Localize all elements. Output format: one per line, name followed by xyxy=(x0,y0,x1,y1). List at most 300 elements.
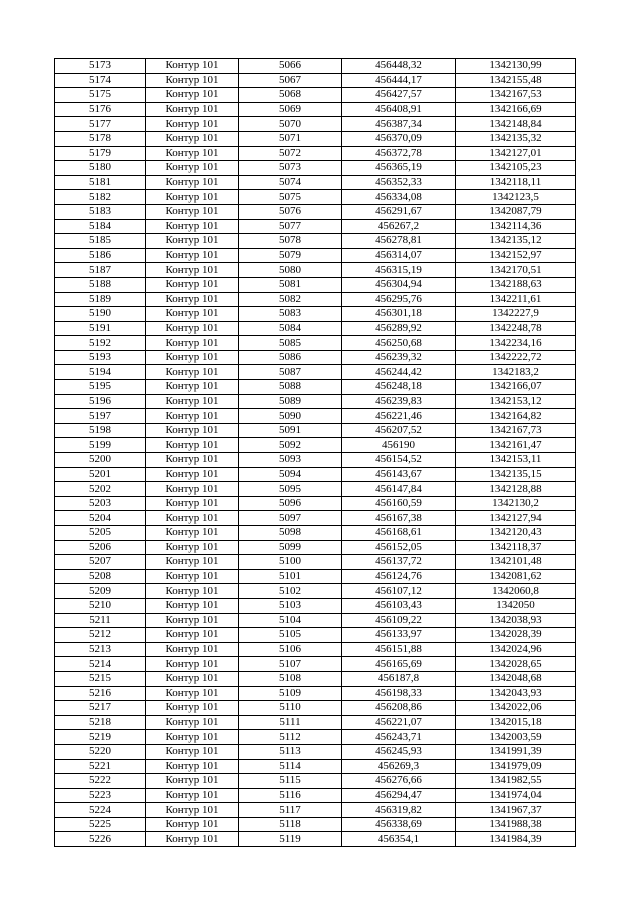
row-number-cell: 5205 xyxy=(55,526,146,541)
x-coordinate-cell: 456151,88 xyxy=(342,642,456,657)
row-number-cell: 5184 xyxy=(55,219,146,234)
x-coordinate-cell: 456304,94 xyxy=(342,277,456,292)
point-number-cell: 5070 xyxy=(239,117,342,132)
row-number-cell: 5202 xyxy=(55,482,146,497)
table-row xyxy=(55,584,576,599)
table-row xyxy=(55,161,576,176)
x-coordinate-cell: 456160,59 xyxy=(342,496,456,511)
row-number-cell: 5191 xyxy=(55,321,146,336)
table-row xyxy=(55,409,576,424)
row-number-cell: 5220 xyxy=(55,744,146,759)
x-coordinate-cell: 456427,57 xyxy=(342,88,456,103)
contour-name-cell: Контур 101 xyxy=(146,234,239,249)
y-coordinate-cell: 1341988,38 xyxy=(456,817,576,832)
x-coordinate-cell: 456190 xyxy=(342,438,456,453)
x-coordinate-cell: 456124,76 xyxy=(342,569,456,584)
table-row xyxy=(55,555,576,570)
contour-name-cell: Контур 101 xyxy=(146,686,239,701)
contour-name-cell: Контур 101 xyxy=(146,380,239,395)
point-number-cell: 5067 xyxy=(239,73,342,88)
row-number-cell: 5200 xyxy=(55,453,146,468)
y-coordinate-cell: 1342166,07 xyxy=(456,380,576,395)
contour-name-cell: Контур 101 xyxy=(146,671,239,686)
y-coordinate-cell: 1342164,82 xyxy=(456,409,576,424)
y-coordinate-cell: 1342022,06 xyxy=(456,701,576,716)
contour-name-cell: Контур 101 xyxy=(146,59,239,74)
table-row xyxy=(55,671,576,686)
row-number-cell: 5188 xyxy=(55,277,146,292)
x-coordinate-cell: 456334,08 xyxy=(342,190,456,205)
point-number-cell: 5075 xyxy=(239,190,342,205)
y-coordinate-cell: 1342114,36 xyxy=(456,219,576,234)
row-number-cell: 5224 xyxy=(55,803,146,818)
table-row xyxy=(55,321,576,336)
x-coordinate-cell: 456294,47 xyxy=(342,788,456,803)
contour-name-cell: Контур 101 xyxy=(146,598,239,613)
y-coordinate-cell: 1342222,72 xyxy=(456,350,576,365)
point-number-cell: 5108 xyxy=(239,671,342,686)
table-row xyxy=(55,175,576,190)
contour-name-cell: Контур 101 xyxy=(146,131,239,146)
table-row xyxy=(55,803,576,818)
y-coordinate-cell: 1342135,15 xyxy=(456,467,576,482)
contour-name-cell: Контур 101 xyxy=(146,263,239,278)
point-number-cell: 5084 xyxy=(239,321,342,336)
y-coordinate-cell: 1342234,16 xyxy=(456,336,576,351)
x-coordinate-cell: 456387,34 xyxy=(342,117,456,132)
row-number-cell: 5176 xyxy=(55,102,146,117)
row-number-cell: 5225 xyxy=(55,817,146,832)
contour-name-cell: Контур 101 xyxy=(146,117,239,132)
point-number-cell: 5114 xyxy=(239,759,342,774)
row-number-cell: 5174 xyxy=(55,73,146,88)
point-number-cell: 5078 xyxy=(239,234,342,249)
point-number-cell: 5104 xyxy=(239,613,342,628)
point-number-cell: 5095 xyxy=(239,482,342,497)
point-number-cell: 5093 xyxy=(239,453,342,468)
row-number-cell: 5180 xyxy=(55,161,146,176)
table-row xyxy=(55,73,576,88)
row-number-cell: 5222 xyxy=(55,774,146,789)
row-number-cell: 5198 xyxy=(55,423,146,438)
row-number-cell: 5195 xyxy=(55,380,146,395)
point-number-cell: 5089 xyxy=(239,394,342,409)
table-row xyxy=(55,190,576,205)
table-row xyxy=(55,263,576,278)
point-number-cell: 5077 xyxy=(239,219,342,234)
table-row xyxy=(55,423,576,438)
coordinates-table-body xyxy=(55,59,576,847)
x-coordinate-cell: 456208,86 xyxy=(342,701,456,716)
y-coordinate-cell: 1342167,73 xyxy=(456,423,576,438)
row-number-cell: 5206 xyxy=(55,540,146,555)
y-coordinate-cell: 1342153,12 xyxy=(456,394,576,409)
contour-name-cell: Контур 101 xyxy=(146,657,239,672)
table-row xyxy=(55,102,576,117)
table-row xyxy=(55,248,576,263)
point-number-cell: 5066 xyxy=(239,59,342,74)
row-number-cell: 5178 xyxy=(55,131,146,146)
x-coordinate-cell: 456147,84 xyxy=(342,482,456,497)
row-number-cell: 5218 xyxy=(55,715,146,730)
contour-name-cell: Контур 101 xyxy=(146,482,239,497)
x-coordinate-cell: 456278,81 xyxy=(342,234,456,249)
row-number-cell: 5207 xyxy=(55,555,146,570)
row-number-cell: 5208 xyxy=(55,569,146,584)
row-number-cell: 5201 xyxy=(55,467,146,482)
contour-name-cell: Контур 101 xyxy=(146,730,239,745)
x-coordinate-cell: 456291,67 xyxy=(342,204,456,219)
y-coordinate-cell: 1342161,47 xyxy=(456,438,576,453)
contour-name-cell: Контур 101 xyxy=(146,190,239,205)
x-coordinate-cell: 456289,92 xyxy=(342,321,456,336)
y-coordinate-cell: 1342118,37 xyxy=(456,540,576,555)
y-coordinate-cell: 1342130,99 xyxy=(456,59,576,74)
row-number-cell: 5183 xyxy=(55,204,146,219)
table-row xyxy=(55,642,576,657)
table-row xyxy=(55,540,576,555)
contour-name-cell: Контур 101 xyxy=(146,73,239,88)
y-coordinate-cell: 1342183,2 xyxy=(456,365,576,380)
x-coordinate-cell: 456243,71 xyxy=(342,730,456,745)
contour-name-cell: Контур 101 xyxy=(146,307,239,322)
table-row xyxy=(55,204,576,219)
contour-name-cell: Контур 101 xyxy=(146,277,239,292)
table-row xyxy=(55,511,576,526)
row-number-cell: 5175 xyxy=(55,88,146,103)
contour-name-cell: Контур 101 xyxy=(146,146,239,161)
x-coordinate-cell: 456248,18 xyxy=(342,380,456,395)
contour-name-cell: Контур 101 xyxy=(146,628,239,643)
y-coordinate-cell: 1342248,78 xyxy=(456,321,576,336)
row-number-cell: 5215 xyxy=(55,671,146,686)
x-coordinate-cell: 456187,8 xyxy=(342,671,456,686)
point-number-cell: 5098 xyxy=(239,526,342,541)
row-number-cell: 5199 xyxy=(55,438,146,453)
table-row xyxy=(55,117,576,132)
x-coordinate-cell: 456269,3 xyxy=(342,759,456,774)
point-number-cell: 5076 xyxy=(239,204,342,219)
contour-name-cell: Контур 101 xyxy=(146,248,239,263)
row-number-cell: 5177 xyxy=(55,117,146,132)
y-coordinate-cell: 1341991,39 xyxy=(456,744,576,759)
table-row xyxy=(55,526,576,541)
y-coordinate-cell: 1342130,2 xyxy=(456,496,576,511)
table-row xyxy=(55,482,576,497)
table-row xyxy=(55,598,576,613)
y-coordinate-cell: 1342118,11 xyxy=(456,175,576,190)
contour-name-cell: Контур 101 xyxy=(146,526,239,541)
y-coordinate-cell: 1342048,68 xyxy=(456,671,576,686)
row-number-cell: 5194 xyxy=(55,365,146,380)
point-number-cell: 5092 xyxy=(239,438,342,453)
contour-name-cell: Контур 101 xyxy=(146,496,239,511)
contour-name-cell: Контур 101 xyxy=(146,584,239,599)
point-number-cell: 5094 xyxy=(239,467,342,482)
table-row xyxy=(55,277,576,292)
y-coordinate-cell: 1342127,94 xyxy=(456,511,576,526)
row-number-cell: 5204 xyxy=(55,511,146,526)
x-coordinate-cell: 456370,09 xyxy=(342,131,456,146)
table-row xyxy=(55,365,576,380)
y-coordinate-cell: 1342148,84 xyxy=(456,117,576,132)
row-number-cell: 5179 xyxy=(55,146,146,161)
y-coordinate-cell: 1342135,32 xyxy=(456,131,576,146)
point-number-cell: 5090 xyxy=(239,409,342,424)
y-coordinate-cell: 1342127,01 xyxy=(456,146,576,161)
table-row xyxy=(55,744,576,759)
contour-name-cell: Контур 101 xyxy=(146,175,239,190)
y-coordinate-cell: 1342028,39 xyxy=(456,628,576,643)
x-coordinate-cell: 456408,91 xyxy=(342,102,456,117)
x-coordinate-cell: 456444,17 xyxy=(342,73,456,88)
row-number-cell: 5187 xyxy=(55,263,146,278)
y-coordinate-cell: 1341974,04 xyxy=(456,788,576,803)
y-coordinate-cell: 1342166,69 xyxy=(456,102,576,117)
x-coordinate-cell: 456168,61 xyxy=(342,526,456,541)
table-row xyxy=(55,832,576,847)
row-number-cell: 5189 xyxy=(55,292,146,307)
x-coordinate-cell: 456372,78 xyxy=(342,146,456,161)
x-coordinate-cell: 456250,68 xyxy=(342,336,456,351)
x-coordinate-cell: 456319,82 xyxy=(342,803,456,818)
x-coordinate-cell: 456198,33 xyxy=(342,686,456,701)
point-number-cell: 5086 xyxy=(239,350,342,365)
contour-name-cell: Контур 101 xyxy=(146,219,239,234)
contour-name-cell: Контур 101 xyxy=(146,161,239,176)
table-row xyxy=(55,292,576,307)
row-number-cell: 5193 xyxy=(55,350,146,365)
point-number-cell: 5071 xyxy=(239,131,342,146)
x-coordinate-cell: 456103,43 xyxy=(342,598,456,613)
point-number-cell: 5100 xyxy=(239,555,342,570)
table-row xyxy=(55,394,576,409)
contour-name-cell: Контур 101 xyxy=(146,336,239,351)
point-number-cell: 5083 xyxy=(239,307,342,322)
table-row xyxy=(55,788,576,803)
contour-name-cell: Контур 101 xyxy=(146,701,239,716)
y-coordinate-cell: 1342211,61 xyxy=(456,292,576,307)
x-coordinate-cell: 456107,12 xyxy=(342,584,456,599)
y-coordinate-cell: 1341979,09 xyxy=(456,759,576,774)
table-row xyxy=(55,438,576,453)
row-number-cell: 5203 xyxy=(55,496,146,511)
x-coordinate-cell: 456301,18 xyxy=(342,307,456,322)
row-number-cell: 5181 xyxy=(55,175,146,190)
table-row xyxy=(55,613,576,628)
point-number-cell: 5069 xyxy=(239,102,342,117)
x-coordinate-cell: 456314,07 xyxy=(342,248,456,263)
row-number-cell: 5209 xyxy=(55,584,146,599)
x-coordinate-cell: 456137,72 xyxy=(342,555,456,570)
y-coordinate-cell: 1342050 xyxy=(456,598,576,613)
table-row xyxy=(55,657,576,672)
table-row xyxy=(55,759,576,774)
x-coordinate-cell: 456245,93 xyxy=(342,744,456,759)
point-number-cell: 5116 xyxy=(239,788,342,803)
y-coordinate-cell: 1342123,5 xyxy=(456,190,576,205)
y-coordinate-cell: 1342101,48 xyxy=(456,555,576,570)
contour-name-cell: Контур 101 xyxy=(146,394,239,409)
contour-name-cell: Контур 101 xyxy=(146,759,239,774)
x-coordinate-cell: 456167,38 xyxy=(342,511,456,526)
coordinates-table xyxy=(54,58,576,847)
table-row xyxy=(55,88,576,103)
contour-name-cell: Контур 101 xyxy=(146,642,239,657)
x-coordinate-cell: 456152,05 xyxy=(342,540,456,555)
point-number-cell: 5119 xyxy=(239,832,342,847)
table-row xyxy=(55,730,576,745)
contour-name-cell: Контур 101 xyxy=(146,88,239,103)
table-row xyxy=(55,453,576,468)
y-coordinate-cell: 1342060,8 xyxy=(456,584,576,599)
row-number-cell: 5190 xyxy=(55,307,146,322)
point-number-cell: 5087 xyxy=(239,365,342,380)
y-coordinate-cell: 1342170,51 xyxy=(456,263,576,278)
table-row xyxy=(55,336,576,351)
point-number-cell: 5088 xyxy=(239,380,342,395)
x-coordinate-cell: 456154,52 xyxy=(342,453,456,468)
contour-name-cell: Контур 101 xyxy=(146,788,239,803)
point-number-cell: 5113 xyxy=(239,744,342,759)
y-coordinate-cell: 1342153,11 xyxy=(456,453,576,468)
row-number-cell: 5211 xyxy=(55,613,146,628)
contour-name-cell: Контур 101 xyxy=(146,423,239,438)
table-row xyxy=(55,496,576,511)
table-row xyxy=(55,146,576,161)
y-coordinate-cell: 1342120,43 xyxy=(456,526,576,541)
row-number-cell: 5214 xyxy=(55,657,146,672)
x-coordinate-cell: 456165,69 xyxy=(342,657,456,672)
contour-name-cell: Контур 101 xyxy=(146,569,239,584)
x-coordinate-cell: 456448,32 xyxy=(342,59,456,74)
y-coordinate-cell: 1342155,48 xyxy=(456,73,576,88)
point-number-cell: 5082 xyxy=(239,292,342,307)
table-row xyxy=(55,380,576,395)
point-number-cell: 5080 xyxy=(239,263,342,278)
table-row xyxy=(55,131,576,146)
y-coordinate-cell: 1342015,18 xyxy=(456,715,576,730)
x-coordinate-cell: 456239,83 xyxy=(342,394,456,409)
y-coordinate-cell: 1342167,53 xyxy=(456,88,576,103)
table-row xyxy=(55,219,576,234)
contour-name-cell: Контур 101 xyxy=(146,102,239,117)
y-coordinate-cell: 1342003,59 xyxy=(456,730,576,745)
row-number-cell: 5196 xyxy=(55,394,146,409)
y-coordinate-cell: 1342152,97 xyxy=(456,248,576,263)
y-coordinate-cell: 1342087,79 xyxy=(456,204,576,219)
contour-name-cell: Контур 101 xyxy=(146,467,239,482)
table-row xyxy=(55,307,576,322)
x-coordinate-cell: 456143,67 xyxy=(342,467,456,482)
row-number-cell: 5210 xyxy=(55,598,146,613)
contour-name-cell: Контур 101 xyxy=(146,540,239,555)
y-coordinate-cell: 1342043,93 xyxy=(456,686,576,701)
table-row xyxy=(55,686,576,701)
contour-name-cell: Контур 101 xyxy=(146,453,239,468)
row-number-cell: 5182 xyxy=(55,190,146,205)
table-row xyxy=(55,467,576,482)
contour-name-cell: Контур 101 xyxy=(146,803,239,818)
contour-name-cell: Контур 101 xyxy=(146,555,239,570)
row-number-cell: 5223 xyxy=(55,788,146,803)
contour-name-cell: Контур 101 xyxy=(146,321,239,336)
y-coordinate-cell: 1342188,63 xyxy=(456,277,576,292)
contour-name-cell: Контур 101 xyxy=(146,613,239,628)
contour-name-cell: Контур 101 xyxy=(146,744,239,759)
point-number-cell: 5110 xyxy=(239,701,342,716)
x-coordinate-cell: 456295,76 xyxy=(342,292,456,307)
contour-name-cell: Контур 101 xyxy=(146,832,239,847)
point-number-cell: 5072 xyxy=(239,146,342,161)
contour-name-cell: Контур 101 xyxy=(146,715,239,730)
table-row xyxy=(55,774,576,789)
x-coordinate-cell: 456133,97 xyxy=(342,628,456,643)
x-coordinate-cell: 456315,19 xyxy=(342,263,456,278)
row-number-cell: 5226 xyxy=(55,832,146,847)
point-number-cell: 5102 xyxy=(239,584,342,599)
y-coordinate-cell: 1342024,96 xyxy=(456,642,576,657)
x-coordinate-cell: 456365,19 xyxy=(342,161,456,176)
row-number-cell: 5213 xyxy=(55,642,146,657)
y-coordinate-cell: 1342038,93 xyxy=(456,613,576,628)
y-coordinate-cell: 1341984,39 xyxy=(456,832,576,847)
row-number-cell: 5216 xyxy=(55,686,146,701)
contour-name-cell: Контур 101 xyxy=(146,774,239,789)
point-number-cell: 5068 xyxy=(239,88,342,103)
contour-name-cell: Контур 101 xyxy=(146,350,239,365)
row-number-cell: 5219 xyxy=(55,730,146,745)
point-number-cell: 5101 xyxy=(239,569,342,584)
row-number-cell: 5173 xyxy=(55,59,146,74)
contour-name-cell: Контур 101 xyxy=(146,292,239,307)
row-number-cell: 5185 xyxy=(55,234,146,249)
point-number-cell: 5107 xyxy=(239,657,342,672)
y-coordinate-cell: 1342105,23 xyxy=(456,161,576,176)
row-number-cell: 5212 xyxy=(55,628,146,643)
x-coordinate-cell: 456239,32 xyxy=(342,350,456,365)
contour-name-cell: Контур 101 xyxy=(146,365,239,380)
table-row xyxy=(55,234,576,249)
point-number-cell: 5081 xyxy=(239,277,342,292)
point-number-cell: 5099 xyxy=(239,540,342,555)
x-coordinate-cell: 456207,52 xyxy=(342,423,456,438)
x-coordinate-cell: 456221,46 xyxy=(342,409,456,424)
table-row xyxy=(55,59,576,74)
point-number-cell: 5103 xyxy=(239,598,342,613)
contour-name-cell: Контур 101 xyxy=(146,511,239,526)
x-coordinate-cell: 456354,1 xyxy=(342,832,456,847)
contour-name-cell: Контур 101 xyxy=(146,204,239,219)
point-number-cell: 5091 xyxy=(239,423,342,438)
table-row xyxy=(55,569,576,584)
y-coordinate-cell: 1341967,37 xyxy=(456,803,576,818)
table-row xyxy=(55,628,576,643)
point-number-cell: 5109 xyxy=(239,686,342,701)
point-number-cell: 5106 xyxy=(239,642,342,657)
table-row xyxy=(55,817,576,832)
point-number-cell: 5085 xyxy=(239,336,342,351)
point-number-cell: 5079 xyxy=(239,248,342,263)
y-coordinate-cell: 1342081,62 xyxy=(456,569,576,584)
contour-name-cell: Контур 101 xyxy=(146,438,239,453)
row-number-cell: 5197 xyxy=(55,409,146,424)
x-coordinate-cell: 456338,69 xyxy=(342,817,456,832)
point-number-cell: 5117 xyxy=(239,803,342,818)
point-number-cell: 5105 xyxy=(239,628,342,643)
row-number-cell: 5221 xyxy=(55,759,146,774)
x-coordinate-cell: 456221,07 xyxy=(342,715,456,730)
